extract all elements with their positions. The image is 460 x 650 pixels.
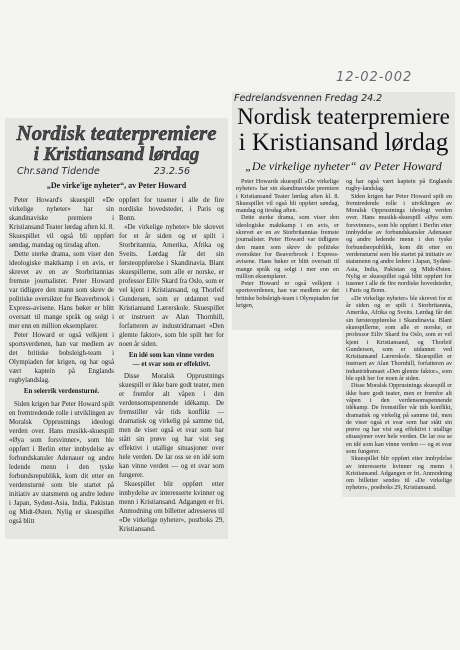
article-paragraph: Skuespillet blir oppført etter innbydelse av interesserte kvinner og menn i Kristiansand. Adgangen er fri. Anmodning om billetter sendes til «De virkelige nyheter», postboks 29, Kristiansand. (346, 455, 452, 492)
article-paragraph: «De virkelige nyheter» ble skrevet for et år siden og er spilt i Storbritannia, Amerika, Afrika og Sveits. Lørdag får det sin førsteoppførelse i Skandinavia. Blant skuespillerne, som alle er norske, er professor Eiliv Skard fra Oslo, som er vel kjent i Kristiansand, og Thorleif Gundersen, som er utdannet ved Kristiansand Lærerskole. Skuespillet er instruert av Alan Thornhill, forfatteren av industridramaet «Den glemte faktor», som ble spilt her for noen år siden. (119, 224, 224, 348)
handwritten-source: Chr.sand Tidende (17, 166, 100, 177)
article-paragraph: Peter Howards skuespill «De virkelige nyheter» har sin skandinaviske premiere i Kristiansand Teater lørdag aften kl. 8. Skuespillet vil også bli oppført søndag, mandag og tirsdag aften. (236, 178, 339, 215)
headline-line-2: i Kristiansand lørdag (238, 129, 449, 156)
article-paragraph: Dette sterke drama, som viser den ideologiske maktkamp i en avis, er skrevet av en av Storbritannias fremste journalister. Peter Howard var tidligere den mann som skrev de politiske oversikter for Beaverbrook i Express-avisene. Hans bøker er blitt oversatt til mange språk og solgt i mer enn en million eksemplarer. (9, 251, 114, 330)
article-paragraph: Peter Howard er også velkjent i sportsverdenen, han var medlem av det britiske bobsleigh-team i Olympiaden før krigen, (236, 280, 339, 310)
article-subheading: En seierrik verdensturné. (23, 388, 100, 395)
article-paragraph: Disse Moralsk Opprustnings skuespill er ikke bare godt teater, men er fremfor alt våpen i den verdensomspennende idékamp. De fremstiller vår tids konflikt, dramatisk og virkelig på samme tid, men de viser også et svar som har stått sin prøve og har vist seg effektivt i utallige situasjoner over hele verden. De lar oss se en idé som kan vinne verden — og et svar som fungerer. (346, 382, 452, 455)
byline: „De virkelige nyheter“ av Peter Howard (245, 159, 442, 173)
handwritten-source-annotation (9, 165, 224, 178)
archive-number-annotation: 12-02-002 (336, 70, 413, 85)
clipping-christianssands-tidende (5, 118, 228, 539)
headline-line-1: Nordisk teaterpremiere (237, 104, 450, 129)
article-subheading: En idé som kan vinne verden — et svar som er effektivt. (128, 352, 215, 368)
article-body (9, 196, 224, 534)
byline: „De virke'ige nyheter“, av Peter Howard (46, 181, 187, 190)
handwritten-source: Fedrelandsvennen Fredag 24.2 (234, 93, 383, 104)
article-paragraph: Disse Moralsk Opprustnings skuespill er ikke bare godt teater, men er fremfor alt våpen i den verdensomspennende idékamp. De fremstiller vår tids konflikt — dramatisk og virkelig på samme tid, men de viser også et svar som har stått sin prøve og har vist seg effektivt i utallige situasjoner over hele verden. De lar oss se en idé som kan vinne verden — og et svar som fungerer. (119, 373, 224, 479)
headline-line-1: Nordisk teaterpremiere (16, 121, 217, 145)
article-column-1 (232, 178, 342, 313)
article-column-2 (119, 196, 224, 534)
article-paragraph: Skuespillet blir oppført etter innbydelse av interesserte kvinner og menn i Kristiansand. Adgangen er fri. Anmodning om billetter adresseres til «De virkelige nyheter», postboks 29, Kristiansand. (119, 481, 224, 533)
article-paragraph: og har også vært kaptein på Englands rugby-landslag. (346, 178, 452, 193)
article-paragraph: Siden krigen har Peter Howard spilt en fremtredende rolle i utviklingen av Moralsk Opprustnings ideologi verden over. Hans musikk-skuespill «Øya som forsvinner», som ble oppført i Berlin etter innbydelse av forbundskansler Adenauer og andre ledende menn i den tyske forbundsrepublikk, kom dit etter en verdensturné som ble startet på initiativ av statsmenn og andre ledere i Japan, Sydøst-Asia, India, Pakistan og Midt-Østen. Nylig er skuespillet også blitt oppført for tusener i alle de fire nordiske hovedsteder, i Paris og Bonn. (346, 192, 452, 295)
article-column-2 (342, 178, 455, 497)
article-paragraph: Siden krigen har Peter Howard spilt en fremtredende rolle i utviklingen av Moralsk Opprustnings ideologi verden over. Hans musikk-skuespill «Øya som forsvinner», som ble oppført i Berlin etter innbydelse av forbundskansler Adenauer og andre ledende menn i den tyske forbundsrepublikk, kom dit etter en verdensturné som ble startet på initiativ av statsmenn og andre ledere i Japan, Sydøst-Asia, India, Pakistan og Midt-Østen. Nylig er skuespillet også blitt (9, 400, 114, 525)
handwritten-date: 23.2.56 (153, 166, 190, 177)
article-column-1 (9, 196, 114, 534)
article-paragraph: «De virkelige nyheter» ble skrevet for et år siden og er spilt i Storbritannia, Amerika, Afrika og Sveits. Lørdag får det sin førsteoppførelse i Skandinavia. Blant skuespillerne, som alle er norske, er professor Eiliv Skard fra Oslo, som er vel kjent i Kristiansand, og Thorleif Gundersen, som er utdannet ved Kristiansand Lærerskole. Skuespillet er instruert av Alan Thornhill, forfatteren av industridramaet «Den glemte faktor», som ble spilt her for noen år siden. (346, 294, 452, 383)
article-paragraph: oppført for tusener i alle de fire nordiske hovedsteder, i Paris og Bonn. (119, 197, 224, 222)
article-paragraph: Dette sterke drama, som viser den ideologiske maktkamp i en avis, er skrevet av en av Storbritannias fremste journalister. Peter Howard var tidligere den mann som skrev de politiske oversikter for Beaverbrook i Express-avisene. Hans bøker er blitt oversatt til mange språk og solgt i mer enn en million eksemplarer. (236, 214, 339, 280)
headline-line-2: i Kristiansand lørdag (33, 144, 200, 165)
article-paragraph: Peter Howard er også velkjent i sportsverdenen, han var medlem av det britiske bobsleigh-team i Olympiaden før krigen, og har også vært kaptein på Englands rugbylandslag. (9, 332, 114, 384)
article-paragraph: Peter Howard's skuespill «De virkelige nyheter» har sin skandinaviske premiere i Kristiansand Teater lørdag aften kl. 8. Skuespillet vil også bli oppført søndag, mandag og tirsdag aften. (9, 197, 114, 249)
